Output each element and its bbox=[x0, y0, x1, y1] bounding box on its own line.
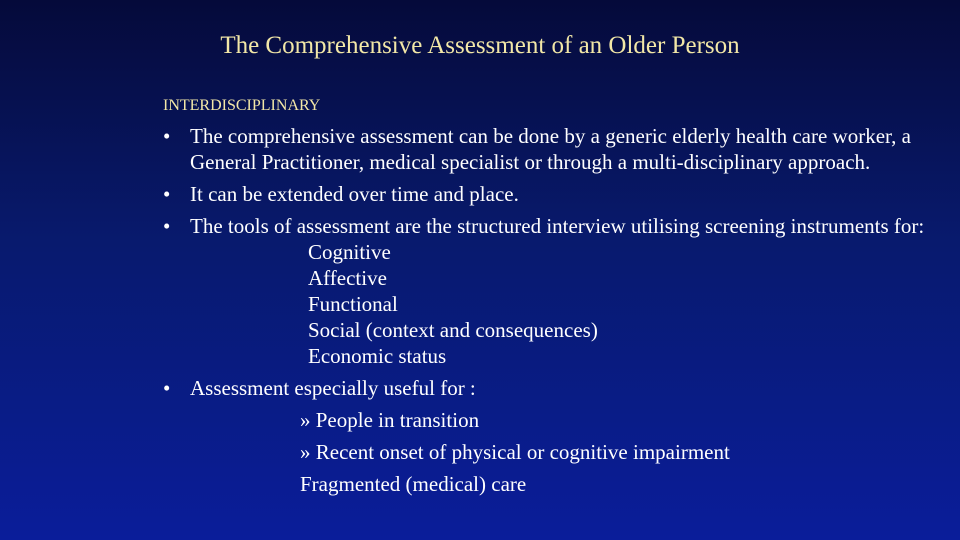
bullet-item bbox=[163, 181, 943, 207]
useful-for-item: » Recent onset of physical or cognitive impairment bbox=[300, 440, 730, 464]
bullet-text: The comprehensive assessment can be done by a generic elderly health care worker, a General Practitioner, medical specialist or through a multi-disciplinary approach. bbox=[190, 124, 912, 174]
bullet-text: The tools of assessment are the structured interview utilising screening instruments for: bbox=[190, 214, 925, 238]
useful-for-list bbox=[190, 407, 943, 497]
slide-title: The Comprehensive Assessment of an Older Person bbox=[220, 32, 740, 59]
bullet-item bbox=[163, 213, 943, 369]
bullet-item bbox=[163, 123, 943, 175]
bullet-dot: • bbox=[163, 124, 171, 148]
bullet-list bbox=[163, 123, 943, 501]
bullet-text: It can be extended over time and place. bbox=[190, 182, 519, 206]
bullet-dot: • bbox=[163, 214, 171, 238]
section-subheading: INTERDISCIPLINARY bbox=[163, 97, 321, 114]
bullet-dot: • bbox=[163, 376, 171, 400]
instrument-item: Social (context and consequences) bbox=[308, 318, 598, 342]
instrument-item: Functional bbox=[308, 292, 398, 316]
instrument-item: Affective bbox=[308, 266, 387, 290]
instrument-item: Cognitive bbox=[308, 240, 391, 264]
useful-for-item: Fragmented (medical) care bbox=[300, 472, 527, 496]
bullet-dot: • bbox=[163, 182, 171, 206]
bullet-text: Assessment especially useful for : bbox=[190, 376, 476, 400]
useful-for-item: » People in transition bbox=[300, 408, 480, 432]
instrument-list bbox=[190, 239, 943, 369]
instrument-item: Economic status bbox=[308, 344, 447, 368]
bullet-item bbox=[163, 375, 943, 497]
